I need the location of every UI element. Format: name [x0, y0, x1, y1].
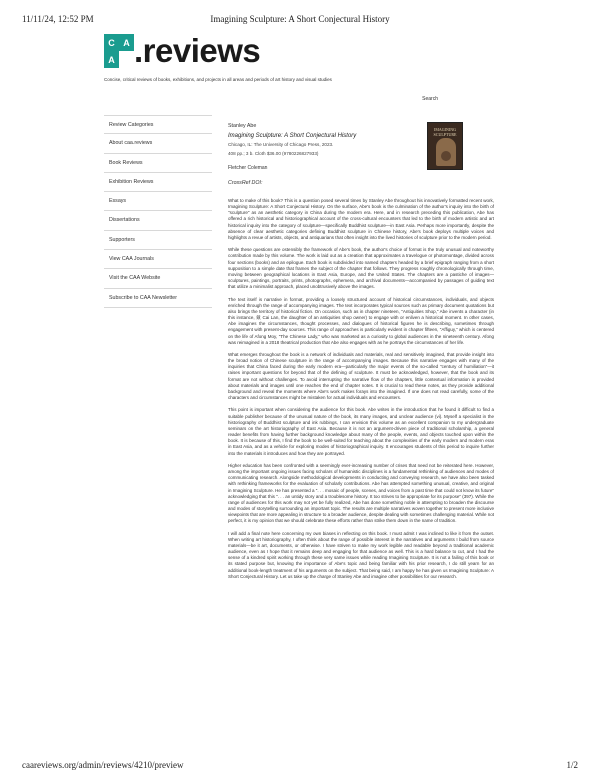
- sidebar-item-book-reviews[interactable]: Book Reviews: [104, 154, 212, 173]
- sidebar-item-caa-website[interactable]: Visit the CAA Website: [104, 269, 212, 288]
- book-publisher: Chicago, IL: The University of Chicago Press, 2023.: [228, 142, 334, 147]
- cover-figure-head: [441, 151, 451, 161]
- reviewer-name: Fletcher Coleman: [228, 165, 268, 171]
- logo-letter-c: C: [104, 34, 119, 51]
- caa-logo-grid: [104, 34, 134, 68]
- review-paragraph: While these questions are ostensibly the framework of Abe's book, the author's choice of format is the truly unusual and noteworthy contribution made by this volume. The work is laid out as a creation that approximates a travelogue or photomontage, divided across four sections (books) and an epilogue. Each book is subdivided into named chapters headed by a brief epigraph ranging from a short supposition to a simple date that frames the subject of the chapter that follows. They progress roughly chronologically through time, moving between geographical locations in East Asia, Europe, and the United States. The chapters are a pastiche of images—sculptures, paintings, portraits, prints, photographs, ephemera, and archival documents—accompanied by passages of guiding text that utilize a minimalist approach, placed unobtrusively above the images.: [228, 247, 494, 290]
- search-link[interactable]: Search: [422, 96, 438, 102]
- logo-letter-a1: A: [119, 34, 134, 51]
- print-timestamp: 11/11/24, 12:52 PM: [22, 14, 94, 24]
- book-cover-title: IMAGINING SCULPTURE: [433, 127, 457, 137]
- sidebar-item-dissertations[interactable]: Dissertations: [104, 211, 212, 230]
- review-paragraph: Higher education has been confronted with a seemingly ever-increasing number of crises that need not be reiterated here. However, among the important ongoing issues facing scholars of humanistic disciplines is a fundamental rethinking of audiences and modes of communicating research. Alongside methodological developments in conducting and conveying research, we have also been tasked with rethinking frameworks for the evaluation of scholarly contributions. Abe has attempted something unusual, creative, and original in Imagining Sculpture. He has presented a ". . . mosaic of people, scenes, and voices from a past time that could not know its future" acknowledging that this ". . . an untidy story and a troublesome history. It too strives to be appropriate for its purpose" (397). While the range of audiences for this work may not yet be fully realized, Abe has done something noble in attempting to broaden the discourse and modes of storytelling surrounding an important topic. The results are multiple narratives woven together to present more inclusive viewpoints that are more appealing in structure to a broader audience, despite dealing with sometimes challenging material. While not perfect, it is my opinion that we should celebrate these efforts rather than strike them down in the name of tradition.: [228, 462, 494, 524]
- site-tagline: Concise, critical reviews of books, exhibitions, and projects in all areas and periods of art history and visual studies: [104, 77, 332, 82]
- logo-letter-a2: A: [104, 51, 119, 68]
- print-page-number: 1/2: [566, 760, 578, 770]
- book-title: Imagining Sculpture: A Short Conjectural History: [228, 133, 357, 139]
- review-body: [228, 198, 494, 580]
- sidebar-item-caa-journals[interactable]: View CAA Journals: [104, 250, 212, 269]
- review-paragraph: The text itself is narrative in format, providing a loosely structured account of historical circumstances, individuals, and objects enriched through the range of accompanying images. The text incorporates typical sources such as primary document quotations but also brings the territory of historical fiction. On occasion, such as in chapter nineteen, "Antiquities Shop," Abe invents a character (in this instance, 戴 Cai Lan, the daughter of an antiquities shop owner) to engage with or enliven a historical moment. In other cases, Abe imagines the circumstances, thought processes, and dialogues of historical figures he is describing, sometimes through engagement with present-day sources. This range of approaches is particularly evident in chapter fifteen, "Affiguy," which is centered on the life of Afong Moy, "The Chinese Lady," who was marketed as a curiosity to global audiences in the nineteenth century. Afong was reimagined in a 2018 theatrical production that Abe also engages with as he portrays the circumstances of her life.: [228, 296, 494, 345]
- review-paragraph: This point is important when considering the audience for this book. Abe writes in the introduction that he found it difficult to find a suitable publisher because of the unusual nature of the book, its many images, and unclear audience (vi). Myself a specialist in the historiography of Buddhist sculpture and ink rubbings, I can envision this volume as an excellent companion to my undergraduate seminars on the art historiography of East Asia. Because it is not an argument-driven piece of traditional scholarship, a general reader benefits from having further background knowledge about many of the people, events, and objects touched upon within the book. It is because of this, I find the book to be well-suited for teaching about the complexities of the early modern and modern eras in East Asia, and as a vehicle for exploring modes of historiographical inquiry. It encourages students of this period to inquire further into the materials it introduces and how they are portrayed.: [228, 407, 494, 456]
- book-cover-image: [427, 122, 463, 170]
- sidebar-item-newsletter[interactable]: Subscribe to CAA Newsletter: [104, 289, 212, 308]
- sidebar-item-essays[interactable]: Essays: [104, 192, 212, 211]
- review-paragraph: What to make of this book? This is a question posed several times by Stanley Abe throughout his innovatively formatted recent work, Imagining Sculpture: A Short Conjectural History. On the surface, Abe's book is the culmination of the author's inquiry into the birth of "sculpture" as an aesthetic category in China during the modern era. Here, and in research preceding this publication, Abe has offered a rich historical and historiographical account of the cross-cultural encounters that led to the birth of modern artistic and art historical inquiry into the category of sculpture—specifically Buddhist sculpture—in East Asia. Perhaps more importantly, despite the absence of clear aesthetic categories defining Buddhist sculpture in Chinese history, Abe's book deploys multiple voices and highlights a revue of artists, objects, and antiquarians that often insight into the lived histories of sculpture prior to the modern period.: [228, 198, 494, 240]
- book-edition: 408 pp.; 3 b. Cloth $36.00 (9780226827933): [228, 150, 319, 156]
- review-main: [228, 122, 494, 586]
- review-paragraph: What emerges throughout the book is a network of individuals and materials, real and sensitively imagined, that provide insight into the broad notion of Chinese sculpture in the range of accompanying images. Because this narrative engages with many of the inquiries that China faced during the early modern era—particularly the major events of the so-called "century of humiliation"—it raises important questions for beyond that of the defining of sculpture. It must be acknowledged, however, that the book and its format are not without challenges. To avoid interrupting the narrative flow of the chapters, little contextual information is provided about materials and images until one reaches the end of chapter notes. It is crucial to read these notes, as they provide additional background and reveal the moments where Abe's work makes forays into the imagined. If one does not read carefully, some of the characters and circumstances might be mistaken for actual individuals and encounters.: [228, 352, 494, 401]
- logo-wordmark: .reviews: [134, 32, 261, 69]
- crossref-doi: CrossRef DOI:: [228, 180, 263, 186]
- sidebar-nav: [104, 115, 212, 308]
- sidebar-item-exhibition-reviews[interactable]: Exhibition Reviews: [104, 173, 212, 192]
- print-url: caareviews.org/admin/reviews/4210/preview: [22, 760, 184, 770]
- review-paragraph: I will add a final note here concerning my own biases in reflecting on this book. I must admit I was inclined to like it from the outset. When writing art historiography, I often think about the range of possible interest in the narratives and arguments I build from source materials—be it art, documents, or otherwise. I have striven to make my work legible and readable beyond a traditional academic audience, even as I hope that it remains deep and engaging for that audience as well. This is a hard balance to cut, and I had the sense of a kindred spirit working through these very same issues while reading Imagining Sculpture. It is not a failing of this book or its stated purpose but, knowing the importance of Abe's topic and being familiar with his prior research, I do still yearn for an additional book-length treatment of his arguments on the subject. That being said, I am happy he has given us Imagining Sculpture: A Short Conjectural History. Let us take up the charge of Stanley Abe and imagine other possibilities for our research.: [228, 530, 494, 579]
- sidebar-item-review-categories[interactable]: Review Categories: [104, 115, 212, 134]
- print-page-title: Imagining Sculpture: A Short Conjectural History: [210, 14, 390, 24]
- book-author: Stanley Abe: [228, 123, 257, 129]
- logo-blank-cell: [119, 51, 134, 68]
- sidebar-item-about[interactable]: About caa.reviews: [104, 134, 212, 153]
- sidebar-item-supporters[interactable]: Supporters: [104, 231, 212, 250]
